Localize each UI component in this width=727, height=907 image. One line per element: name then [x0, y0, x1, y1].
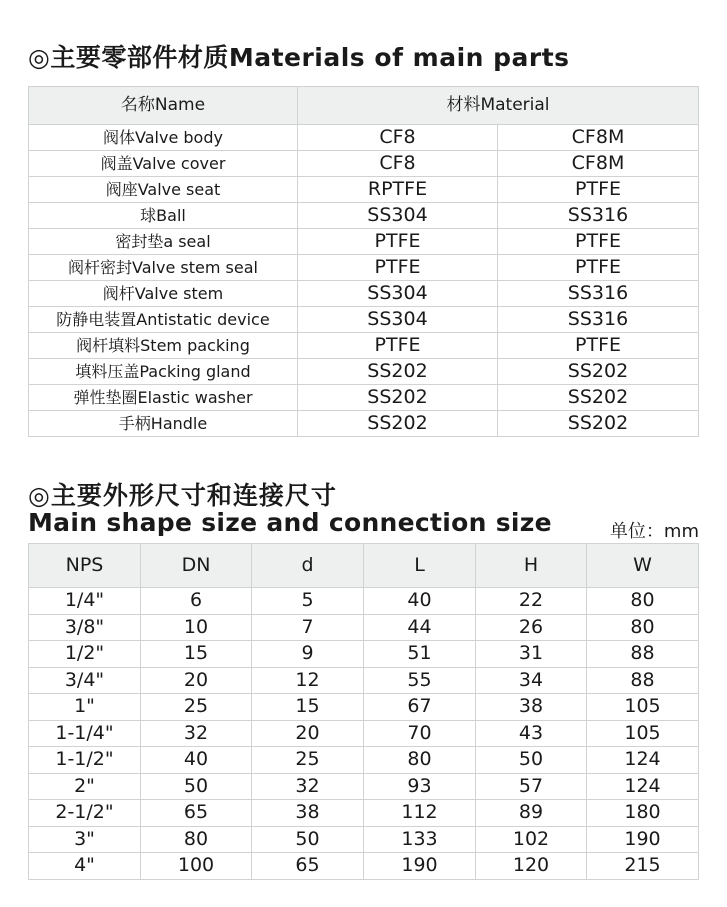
cell-l: 80: [364, 747, 476, 774]
materials-title: ◎主要零部件材质Materials of main parts: [28, 43, 570, 72]
material-option-1-cell: SS304: [298, 307, 498, 333]
material-option-2-cell: CF8M: [498, 151, 699, 177]
cell-d: 32: [252, 773, 364, 800]
cell-l: 190: [364, 853, 476, 880]
cell-l: 40: [364, 588, 476, 615]
column-header-h: H: [476, 544, 587, 588]
cell-nps: 1-1/2": [29, 747, 141, 774]
cell-nps: 3/8": [29, 614, 141, 641]
cell-h: 102: [476, 826, 587, 853]
part-name-cell: 弹性垫圈Elastic washer: [29, 385, 298, 411]
table-row: [29, 667, 699, 694]
part-name-cell: 球Ball: [29, 203, 298, 229]
cell-w: 124: [587, 747, 699, 774]
material-option-1-cell: SS304: [298, 203, 498, 229]
part-name-cell: 阀盖Valve cover: [29, 151, 298, 177]
material-option-2-cell: SS316: [498, 203, 699, 229]
table-row: [29, 203, 699, 229]
cell-nps: 1-1/4": [29, 720, 141, 747]
cell-h: 50: [476, 747, 587, 774]
table-row: [29, 826, 699, 853]
cell-w: 80: [587, 614, 699, 641]
cell-nps: 4": [29, 853, 141, 880]
material-option-2-cell: SS202: [498, 359, 699, 385]
cell-h: 31: [476, 641, 587, 668]
material-option-2-cell: PTFE: [498, 177, 699, 203]
cell-dn: 100: [141, 853, 252, 880]
material-option-2-cell: SS202: [498, 411, 699, 437]
cell-dn: 80: [141, 826, 252, 853]
cell-w: 180: [587, 800, 699, 827]
part-name-cell: 阀座Valve seat: [29, 177, 298, 203]
column-header-l: L: [364, 544, 476, 588]
cell-dn: 50: [141, 773, 252, 800]
cell-w: 105: [587, 694, 699, 721]
part-name-cell: 阀杆Valve stem: [29, 281, 298, 307]
table-row: [29, 853, 699, 880]
material-option-2-cell: SS316: [498, 307, 699, 333]
cell-l: 70: [364, 720, 476, 747]
cell-d: 12: [252, 667, 364, 694]
table-row: [29, 747, 699, 774]
table-row: [29, 773, 699, 800]
cell-h: 120: [476, 853, 587, 880]
material-option-2-cell: SS202: [498, 385, 699, 411]
material-option-2-cell: PTFE: [498, 333, 699, 359]
table-row: [29, 720, 699, 747]
material-option-1-cell: CF8: [298, 125, 498, 151]
table-row: [29, 800, 699, 827]
cell-l: 44: [364, 614, 476, 641]
material-option-2-cell: SS316: [498, 281, 699, 307]
cell-w: 105: [587, 720, 699, 747]
part-name-cell: 填料压盖Packing gland: [29, 359, 298, 385]
cell-l: 51: [364, 641, 476, 668]
cell-l: 55: [364, 667, 476, 694]
cell-dn: 32: [141, 720, 252, 747]
cell-dn: 6: [141, 588, 252, 615]
cell-w: 124: [587, 773, 699, 800]
table-row: [29, 641, 699, 668]
table-row: [29, 333, 699, 359]
cell-d: 65: [252, 853, 364, 880]
cell-w: 215: [587, 853, 699, 880]
cell-d: 38: [252, 800, 364, 827]
dimensions-header-row: [29, 544, 699, 588]
cell-dn: 20: [141, 667, 252, 694]
material-option-1-cell: PTFE: [298, 229, 498, 255]
cell-dn: 65: [141, 800, 252, 827]
column-header-d: d: [252, 544, 364, 588]
cell-nps: 2": [29, 773, 141, 800]
material-option-1-cell: SS202: [298, 359, 498, 385]
table-row: [29, 614, 699, 641]
materials-header-row: [29, 87, 699, 125]
table-row: [29, 694, 699, 721]
cell-h: 89: [476, 800, 587, 827]
material-option-1-cell: PTFE: [298, 333, 498, 359]
cell-h: 22: [476, 588, 587, 615]
material-option-2-cell: PTFE: [498, 255, 699, 281]
cell-d: 15: [252, 694, 364, 721]
part-name-cell: 手柄Handle: [29, 411, 298, 437]
cell-w: 80: [587, 588, 699, 615]
cell-h: 57: [476, 773, 587, 800]
material-option-1-cell: SS202: [298, 385, 498, 411]
cell-dn: 10: [141, 614, 252, 641]
cell-w: 88: [587, 667, 699, 694]
cell-h: 26: [476, 614, 587, 641]
cell-w: 88: [587, 641, 699, 668]
cell-l: 133: [364, 826, 476, 853]
cell-nps: 2-1/2": [29, 800, 141, 827]
column-header-dn: DN: [141, 544, 252, 588]
cell-d: 50: [252, 826, 364, 853]
table-row: [29, 229, 699, 255]
column-header-w: W: [587, 544, 699, 588]
materials-table: [28, 86, 699, 437]
table-row: [29, 255, 699, 281]
cell-nps: 1/4": [29, 588, 141, 615]
cell-nps: 1": [29, 694, 141, 721]
table-row: [29, 151, 699, 177]
part-name-cell: 密封垫a seal: [29, 229, 298, 255]
cell-nps: 1/2": [29, 641, 141, 668]
cell-d: 25: [252, 747, 364, 774]
cell-h: 43: [476, 720, 587, 747]
material-option-1-cell: PTFE: [298, 255, 498, 281]
cell-d: 7: [252, 614, 364, 641]
name-column-header: 名称Name: [29, 87, 298, 125]
cell-dn: 25: [141, 694, 252, 721]
table-row: [29, 177, 699, 203]
cell-h: 34: [476, 667, 587, 694]
dimensions-title-en: Main shape size and connection size: [28, 508, 552, 537]
dimensions-title-cn: ◎主要外形尺寸和连接尺寸: [28, 481, 337, 510]
table-row: [29, 385, 699, 411]
cell-l: 112: [364, 800, 476, 827]
dimensions-table: [28, 543, 699, 880]
cell-nps: 3/4": [29, 667, 141, 694]
cell-d: 9: [252, 641, 364, 668]
cell-h: 38: [476, 694, 587, 721]
table-row: [29, 411, 699, 437]
cell-l: 93: [364, 773, 476, 800]
material-option-1-cell: CF8: [298, 151, 498, 177]
table-row: [29, 588, 699, 615]
cell-dn: 40: [141, 747, 252, 774]
part-name-cell: 阀杆填料Stem packing: [29, 333, 298, 359]
table-row: [29, 359, 699, 385]
part-name-cell: 阀体Valve body: [29, 125, 298, 151]
material-column-header: 材料Material: [298, 87, 699, 125]
cell-d: 20: [252, 720, 364, 747]
material-option-1-cell: SS202: [298, 411, 498, 437]
unit-label: 单位：mm: [609, 521, 699, 542]
material-option-2-cell: CF8M: [498, 125, 699, 151]
table-row: [29, 281, 699, 307]
cell-nps: 3": [29, 826, 141, 853]
cell-w: 190: [587, 826, 699, 853]
part-name-cell: 阀杆密封Valve stem seal: [29, 255, 298, 281]
cell-d: 5: [252, 588, 364, 615]
table-row: [29, 307, 699, 333]
material-option-2-cell: PTFE: [498, 229, 699, 255]
cell-dn: 15: [141, 641, 252, 668]
cell-l: 67: [364, 694, 476, 721]
material-option-1-cell: RPTFE: [298, 177, 498, 203]
column-header-nps: NPS: [29, 544, 141, 588]
table-row: [29, 125, 699, 151]
material-option-1-cell: SS304: [298, 281, 498, 307]
part-name-cell: 防静电装置Antistatic device: [29, 307, 298, 333]
